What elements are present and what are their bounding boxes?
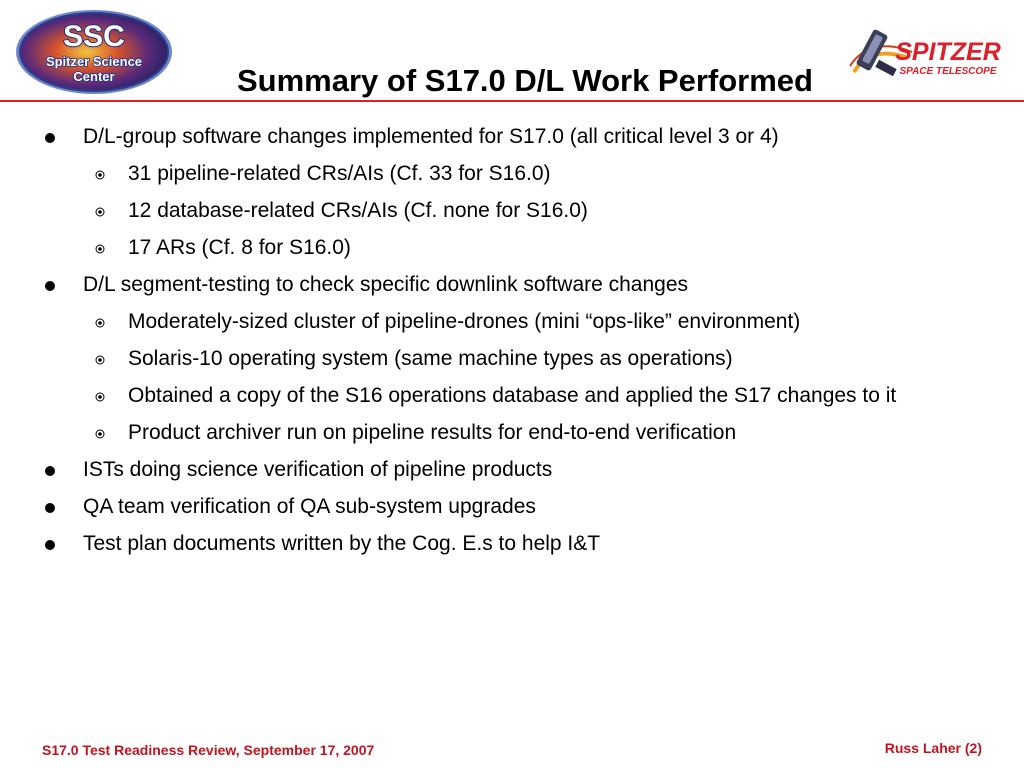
slide-title: Summary of S17.0 D/L Work Performed — [237, 62, 813, 98]
sub-bullet-text: 31 pipeline-related CRs/AIs (Cf. 33 for S16.0) — [128, 162, 551, 185]
circled-dot-icon — [95, 429, 105, 439]
ssc-logo-line1: Spitzer Science — [45, 54, 143, 69]
sub-bullet-text: Solaris-10 operating system (same machine types as operations) — [128, 347, 733, 370]
bullet-dot-icon — [45, 281, 55, 291]
circled-dot-icon — [95, 207, 105, 217]
sub-bullet-item — [0, 346, 1024, 372]
sub-bullet-item — [0, 309, 1024, 335]
bullet-item — [0, 531, 1024, 557]
footer-event: S17.0 Test Readiness Review, September 17, 2007 — [42, 742, 375, 758]
circled-dot-icon — [95, 244, 105, 254]
bullet-text: Test plan documents written by the Cog. E.s to help I&T — [83, 532, 601, 555]
sub-bullet-text: 17 ARs (Cf. 8 for S16.0) — [128, 236, 351, 259]
bullet-text: QA team verification of QA sub-system upgrades — [83, 495, 536, 518]
ssc-logo-title: SSC — [63, 20, 125, 53]
sub-bullet-text: Moderately-sized cluster of pipeline-drones (mini “ops-like” environment) — [128, 310, 801, 333]
bullet-dot-icon — [45, 540, 55, 550]
circled-dot-icon — [95, 170, 105, 180]
bullet-item — [0, 494, 1024, 520]
bullet-dot-icon — [45, 466, 55, 476]
header-divider — [0, 100, 1024, 102]
circled-dot-icon — [95, 392, 105, 402]
sub-bullet-text: 12 database-related CRs/AIs (Cf. none for S16.0) — [128, 199, 588, 222]
bullet-text: D/L segment-testing to check specific downlink software changes — [83, 273, 689, 296]
sub-bullet-item — [0, 235, 1024, 261]
bullet-item — [0, 457, 1024, 483]
bullet-text: D/L-group software changes implemented for S17.0 (all critical level 3 or 4) — [83, 125, 779, 148]
ssc-logo — [14, 8, 174, 96]
sub-bullet-item — [0, 198, 1024, 224]
circled-dot-icon — [95, 318, 105, 328]
sub-bullet-item — [0, 383, 1024, 409]
bullet-dot-icon — [45, 503, 55, 513]
spitzer-logo-wordmark: SPITZER — [895, 38, 1001, 66]
spitzer-logo-subtitle: SPACE TELESCOPE — [899, 66, 997, 77]
sub-bullet-text: Obtained a copy of the S16 operations database and applied the S17 changes to it — [128, 384, 897, 407]
sub-bullet-text: Product archiver run on pipeline results for end-to-end verification — [128, 421, 737, 444]
slide-body — [0, 124, 1024, 568]
bullet-dot-icon — [45, 133, 55, 143]
spitzer-logo — [846, 22, 1012, 88]
bullet-text: ISTs doing science verification of pipeline products — [83, 458, 553, 481]
ssc-logo-line2: Center — [73, 69, 115, 84]
sub-bullet-item — [0, 420, 1024, 446]
footer-author-page: Russ Laher (2) — [884, 740, 982, 756]
bullet-item — [0, 272, 1024, 298]
circled-dot-icon — [95, 355, 105, 365]
bullet-item — [0, 124, 1024, 150]
sub-bullet-item — [0, 161, 1024, 187]
